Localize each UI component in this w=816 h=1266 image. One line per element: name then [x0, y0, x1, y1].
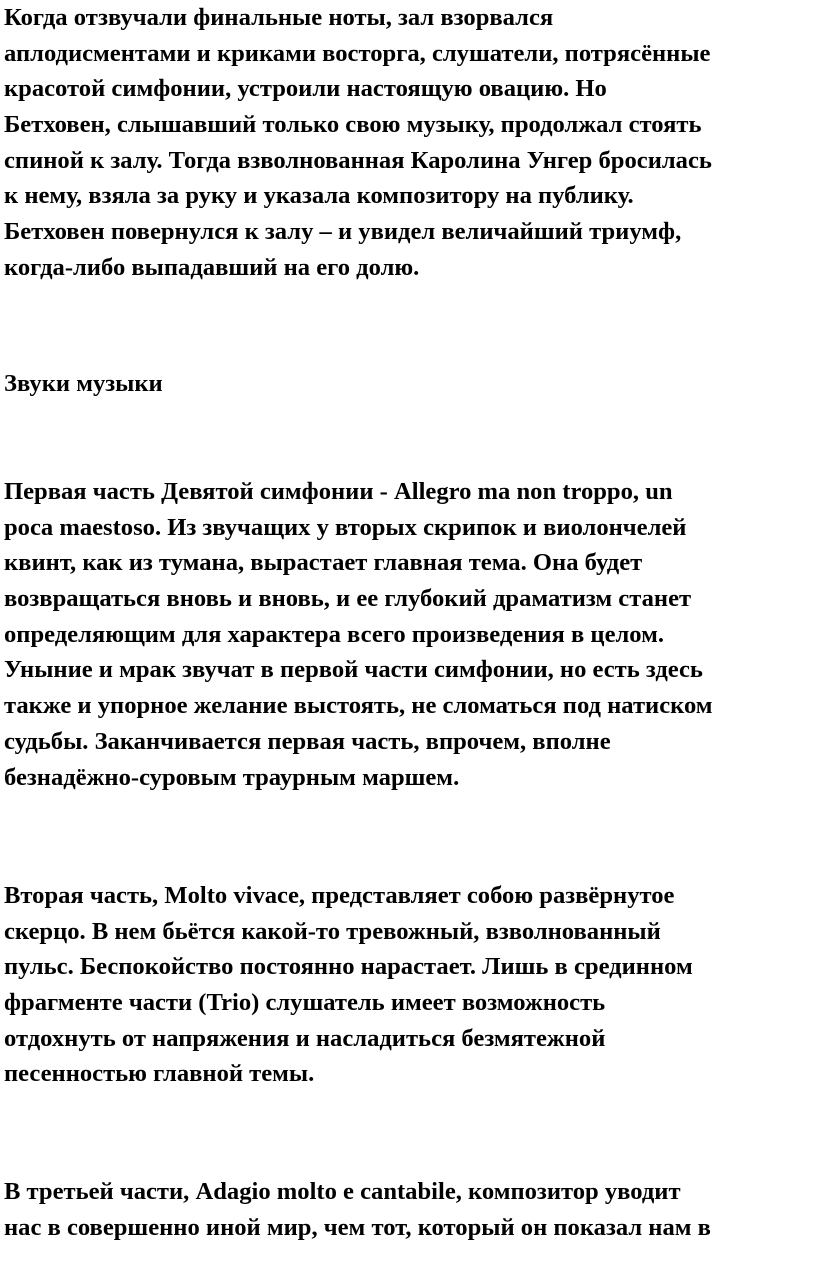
text-line: песенностью главной темы.: [4, 1060, 315, 1088]
section-heading: [4, 366, 163, 402]
paragraph-first-movement: [4, 474, 713, 795]
text-line: безнадёжно-суровым траурным маршем.: [4, 763, 460, 791]
text-line: нас в совершенно иной мир, чем тот, который он показал нам в: [4, 1213, 711, 1241]
text-line: квинт, как из тумана, вырастает главная тема. Она будет: [4, 549, 643, 577]
text-line: Бетховен, слышавший только свою музыку, продолжал стоять: [4, 111, 702, 139]
text-line: пульс. Беспокойство постоянно нарастает. Лишь в срединном: [4, 953, 693, 981]
text-line: когда-либо выпадавший на его долю.: [4, 253, 420, 281]
text-line: Когда отзвучали финальные ноты, зал взорвался: [4, 4, 554, 31]
text-line: скерцо. В нем бьётся какой-то тревожный, взволнованный: [4, 917, 661, 945]
text-line: В третьей части, Adagio molto e cantabile, композитор уводит: [4, 1178, 681, 1205]
paragraph-ovation: [4, 0, 712, 286]
text-line: определяющим для характера всего произведения в целом.: [4, 620, 665, 648]
text-line: спиной к залу. Тогда взволнованная Каролина Унгер бросилась: [4, 146, 712, 174]
text-line: Вторая часть, Molto vivace, представляет собою развёрнутое: [4, 882, 675, 909]
text-line: возвращаться вновь и вновь, и ее глубокий драматизм станет: [4, 585, 692, 613]
text-line: судьбы. Заканчивается первая часть, впрочем, вполне: [4, 727, 611, 755]
paragraph-second-movement: [4, 878, 693, 1092]
text-line: фрагменте части (Trio) слушатель имеет возможность: [4, 989, 606, 1017]
heading-text: Звуки музыки: [4, 370, 163, 397]
text-line: Бетховен повернулся к залу – и увидел величайший триумф,: [4, 218, 682, 246]
paragraph-third-movement: [4, 1174, 711, 1245]
text-line: отдохнуть от напряжения и насладиться безмятежной: [4, 1024, 606, 1052]
text-line: красотой симфонии, устроили настоящую овацию. Но: [4, 75, 607, 103]
text-line: также и упорное желание выстоять, не сломаться под натиском: [4, 692, 713, 720]
text-line: Уныние и мрак звучат в первой части симфонии, но есть здесь: [4, 656, 703, 684]
text-line: poca maestoso. Из звучащих у вторых скрипок и виолончелей: [4, 513, 687, 541]
text-line: Первая часть Девятой симфонии - Allegro ma non troppo, un: [4, 478, 673, 505]
text-line: к нему, взяла за руку и указала композитору на публику.: [4, 182, 634, 210]
text-line: аплодисментами и криками восторга, слушатели, потрясённые: [4, 39, 711, 67]
